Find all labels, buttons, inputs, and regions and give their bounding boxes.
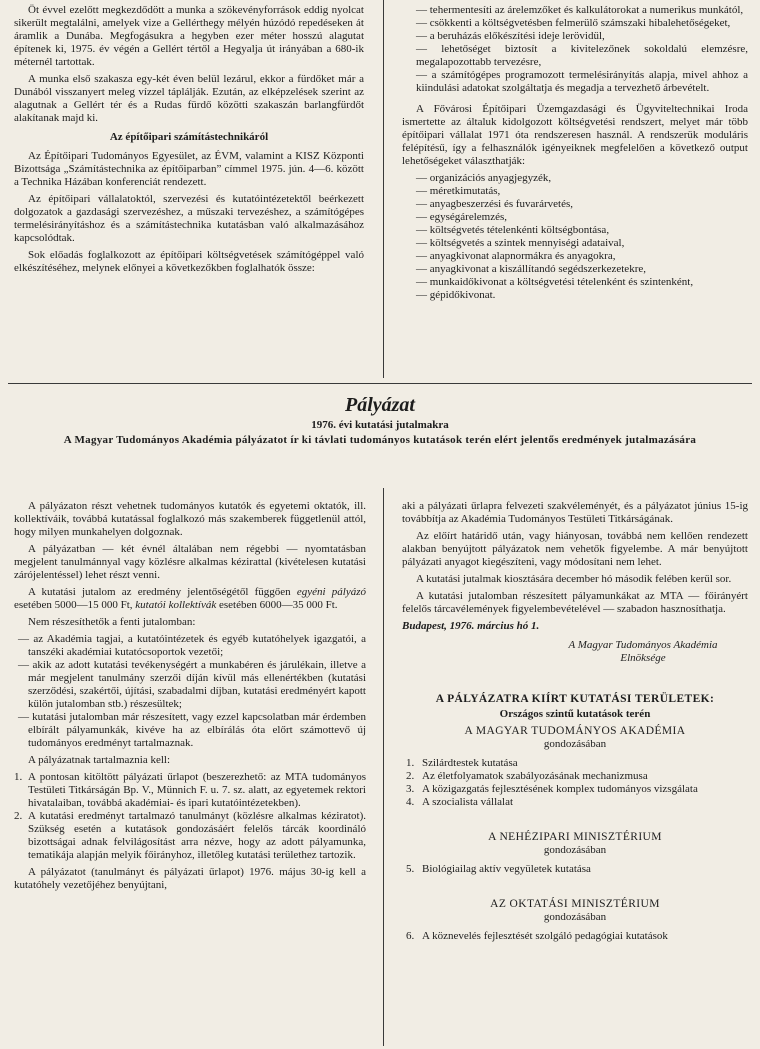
item-number: 4. [406,796,415,808]
signature-line-1: A Magyar Tudományos Akadémia [568,639,718,651]
list-item [14,771,366,810]
exclusion-list [14,633,366,750]
column-rule-top [383,0,384,378]
top-left-column [14,4,364,279]
item-text: Biológiailag aktív vegyületek kutatása [422,863,591,875]
paragraph: Sok előadás foglalkozott az építőipari költségvetések számítógéppel való elkészítéséhez, melynek előnyei a következőkben foglalhatók össze: [14,249,364,274]
paragraph: A Fővárosi Építőipari Üzemgazdasági és Ügyviteltechnikai Iroda ismertette az általuk kidolgozott költségvetési rendszert, melyet már több építőipari vállalat 1971 óta rendszeresen használ. A rendszerük moduláris felépítésű, így a felhasználók igényeiknek megfelelően a következő output lehetőségeket választhatják: [402,103,748,167]
item-number: 1. [14,771,23,783]
areas-list [402,863,748,876]
item-text: Az életfolyamatok szabályozásának mechanizmusa [422,770,648,782]
emphasis: kutatói kollektívák [135,599,217,611]
date-line: Budapest, 1976. március hó 1. [402,620,540,632]
areas-subtitle: Országos szintű kutatások terén [499,708,651,720]
ministry-name: A NEHÉZIPARI MINISZTÉRIUM [488,831,662,843]
item-text: A szocialista vállalat [422,796,514,808]
item-number: 6. [406,930,415,942]
ministry-care: gondozásában [543,911,607,923]
item-text: Szilárdtestek kutatása [422,757,518,769]
text-run: esetében 5000—15 000 Ft, [14,599,136,611]
areas-title: A PÁLYÁZATRA KIÍRT KUTATÁSI TERÜLETEK: [435,693,715,705]
item-number: 1. [406,757,415,769]
palyazat-title: Pályázat [345,394,415,416]
list-item: — akik az adott kutatási tevékenységért a munkabéren és járulékain, illetve a már megjelent tanulmány szerzői díján kívül más ellenértékben (kutatási szerződési, szakértői, újítási, szabadalmi díjban, kutatási eredményért kapott külön jutalomban stb.) részesültek; [14,659,366,711]
item-number: 3. [406,783,415,795]
item-text: A pontosan kitöltött pályázati űrlapot (beszerezhető: az MTA tudományos Testületi Titkárságán Bp. V., Münnich F. u. 7. sz. alatt, az egyetemek rektori hivatalaiban, továbbá akadémiai- és ipari kutatóintézetekben). [28,771,366,809]
paragraph: A kutatási jutalmak kiosztására december hó második felében kerül sor. [416,573,732,585]
paragraph: Nem részesíthetők a fenti jutalomban: [28,616,196,628]
palyazat-subtitle: 1976. évi kutatási jutalmakra [311,419,449,431]
item-number: 5. [406,863,415,875]
list-item [402,863,748,876]
top-right-column [402,4,748,306]
item-number: 2. [406,770,415,782]
text-run: A kutatási jutalom az eredmény jelentőségétől függően [28,586,297,598]
list-item: — a számítógépes programozott termelésirányítás alapja, mivel ahhoz a kiindulási adatokat szolgáltatja és megadja a tervezhető árbevételt. [402,69,748,95]
paragraph: A pályázatban — két évnél általában nem régebbi — nyomtatásban megjelent tanulmánnyal vagy közlésre alkalmas kézirattal (kivételesen kutatási zárójelentéssel) lehet részt venni. [14,543,366,581]
bottom-left-column [14,500,366,896]
item-text: A köznevelés fejlesztését szolgáló pedagógiai kutatások [422,930,668,942]
paragraph [14,586,366,612]
paragraph: A pályázatot (tanulmányt és pályázati űrlapot) 1976. május 30-ig kell a kutatóhely vezetőjéhez benyújtani, [14,866,366,891]
palyazat-description: A Magyar Tudományos Akadémia pályázatot ír ki távlati tudományos kutatások terén elért jelentős eredmények jutalmazására [63,434,697,446]
list-item [402,930,748,943]
paragraph: A pályázaton részt vehetnek tudományos kutatók és egyetemi oktatók, ill. kollektíváik, továbbá kutatással foglalkozó más szakemberek függetlenül attól, hogy milyen munkahelyen dolgoznak. [14,500,366,538]
list-item: — organizációs anyagjegyzék, [402,172,748,185]
signature-line-2: Elnöksége [620,652,666,664]
ministry-care: gondozásában [543,844,607,856]
paragraph: A kutatási jutalomban részesített pályamunkákat az MTA — főirányért felelős tárcavélemények figyelembevételével — szabadon hasznosíthatja. [402,590,748,615]
palyazat-header [8,393,752,447]
output-list [402,172,748,302]
paragraph: Az előírt határidő után, vagy hiányosan, továbbá nem kellően rendezett alakban benyújtott pályázatok nem vehetők figyelembe. A már benyújtott pályázati anyagot kiegészíteni, vagy módosítani nem lehet. [402,530,748,568]
list-item [402,796,748,809]
paragraph: Öt évvel ezelőtt megkezdődött a munka a szökevényforrások eddig nyolcat sikerült megtalálni, amelyek vize a Gellérthegy mélyén húzódó repedéseken át áramlik a Dunába. Megfogásukra a hegyben ezer méter hosszú alagutat építenek ki, 1975. év végén a Gellért tértől a Hegyalja út irányában a 680-ik méternél tartottak. [14,4,364,68]
column-rule-bottom [383,488,384,1046]
list-item [402,783,748,796]
paragraph: Az építőipari vállalatoktól, szervezési és kutatóintézetektől beérkezett dolgozatok a gazdasági szervezéshez, a műszaki tervezéshez, a számítógépes termelésirányításhoz és a számítástechnika kutatásban való alkalmazásához kapcsolódtak. [14,193,364,244]
list-item: — anyagbeszerzési és fuvarárvetés, [402,198,748,211]
ministry-name: A MAGYAR TUDOMÁNYOS AKADÉMIA [464,725,686,737]
item-text: A kutatási eredményt tartalmazó tanulmányt (közlésre alkalmas kéziratot). Szükség esetén a kutatások gondozásáért felelős tárcák koordináló bizottságai adnak felvilágosítást arra nézve, hogy az adott pályamunka, tematikája alapján melyik főirányhoz, illetőleg kutatási területhez tartozik. [28,810,366,861]
list-item: — tehermentesíti az árelemzőket és kalkulátorokat a numerikus munkától, [402,4,748,17]
list-item: — költségvetés tételenkénti költségbontása, [402,224,748,237]
areas-list [402,930,748,943]
paragraph: A munka első szakasza egy-két éven belül lezárul, ekkor a fürdőket már a Dunából visszanyert meleg vízzel táplálják. Ezután, az elképzelések szerint az alagutnak a Gellért tér és a Rudas fürdő közötti szakaszán barlangfürdőt alakítanak majd ki. [14,73,364,124]
paragraph: aki a pályázati űrlapra felvezeti szakvéleményét, és a pályázatot június 15-ig továbbítja az Akadémia Tudományos Testületi Titkárságának. [402,500,748,525]
list-item: — a beruházás előkészítési ideje lerövidül, [402,30,748,43]
ministry-care: gondozásában [543,738,607,750]
list-item: — kutatási jutalomban már részesített, vagy ezzel kapcsolatban már érdemben elbírált pályamunkák, kivéve ha az elbírálás óta előrt számottevő új tudományos eredményt tartalmaznak. [14,711,366,750]
list-item: — lehetőséget biztosít a kivitelezőnek sokoldalú elemzésre, megalapozottabb tervezésre, [402,43,748,69]
item-number: 2. [14,810,23,822]
list-item [402,770,748,783]
list-item: — anyagkivonat a kiszállítandó segédszerkezetekre, [402,263,748,276]
list-item: — egységárelemzés, [402,211,748,224]
list-item: — munkaidőkivonat a költségvetési tételenként és szintenként, [402,276,748,289]
list-item: — gépidőkivonat. [402,289,748,302]
emphasis: egyéni pályázó [296,586,366,598]
item-text: A közigazgatás fejlesztésének komplex tudományos vizsgálata [422,783,698,795]
paragraph: A pályázatnak tartalmaznia kell: [28,754,171,766]
list-item: — az Akadémia tagjai, a kutatóintézetek és egyéb kutatóhelyek igazgatói, a tanszéki akadémiai kutatócsoportok vezetői; [14,633,366,659]
areas-list [402,757,748,809]
list-item: — csökkenti a költségvetésben felmerülő számszaki hibalehetőségeket, [402,17,748,30]
advantages-list [402,4,748,95]
bottom-right-column [402,500,748,943]
list-item [402,757,748,770]
text-run: esetében 6000—35 000 Ft. [216,599,338,611]
section-rule [8,383,752,384]
section-heading: Az építőipari számítástechnikáról [109,131,269,143]
requirements-list [14,771,366,862]
list-item: — költségvetés a szintek mennyiségi adataival, [402,237,748,250]
list-item: — méretkimutatás, [402,185,748,198]
list-item: — anyagkivonat alapnormákra és anyagokra, [402,250,748,263]
list-item [14,810,366,862]
paragraph: Az Építőipari Tudományos Egyesület, az ÉVM, valamint a KISZ Központi Bizottsága „Számítástechnika az építőiparban” címmel 1975. jún. 4—6. között a Technika Házában konferenciát rendezett. [14,150,364,188]
signature [402,639,738,665]
ministry-name: AZ OKTATÁSI MINISZTÉRIUM [490,898,660,910]
